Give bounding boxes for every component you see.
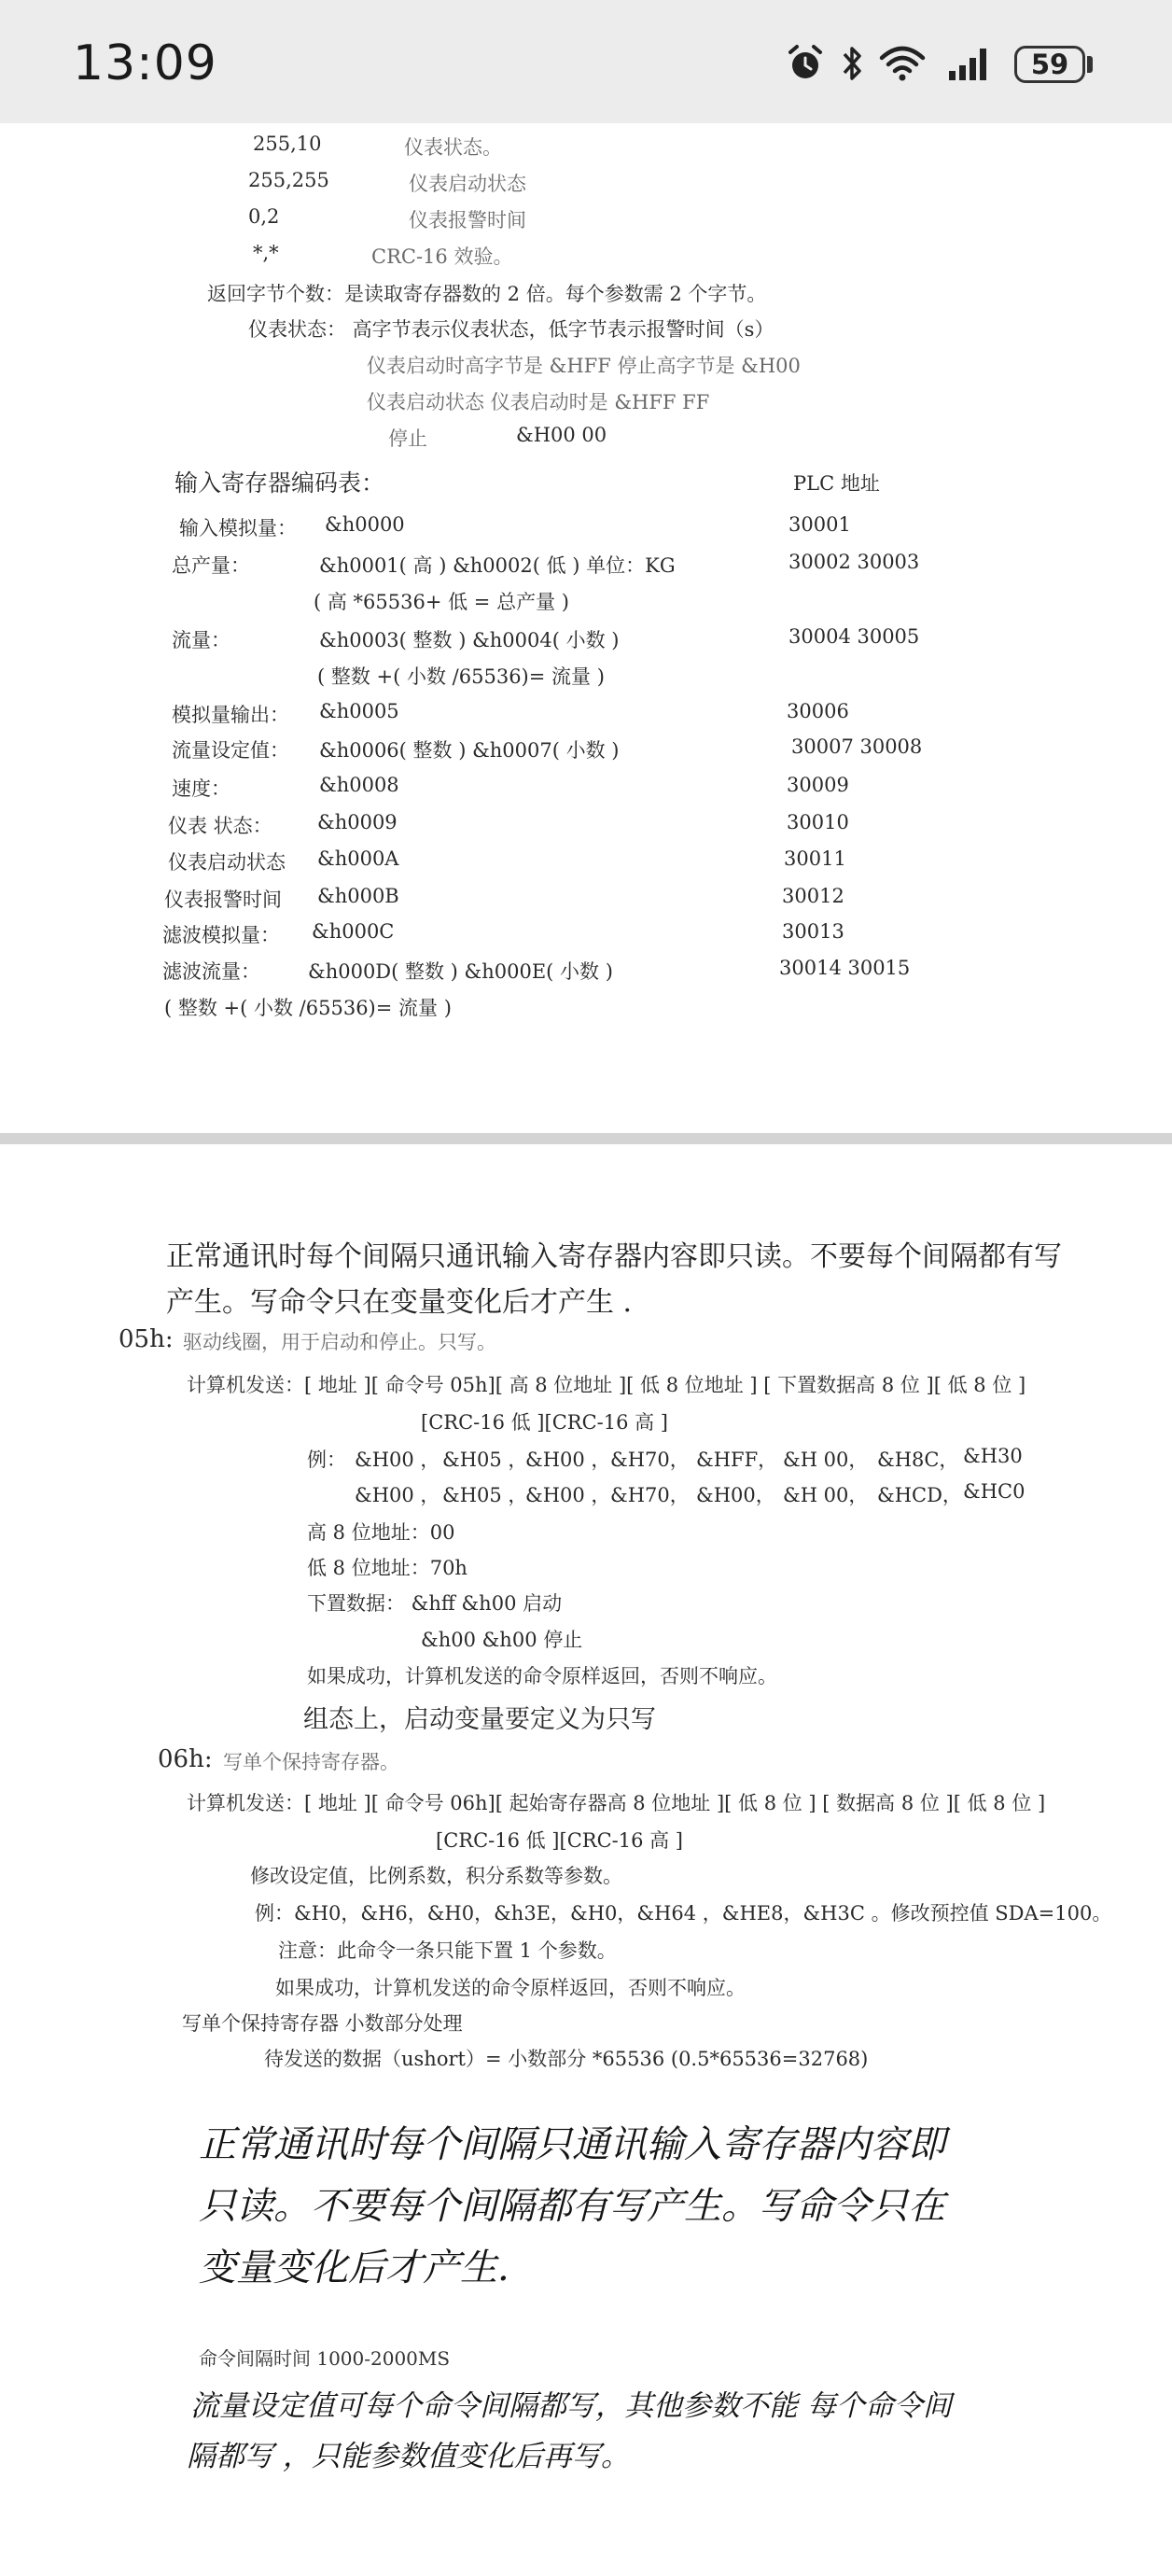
register-plc: 30011 xyxy=(784,847,846,870)
notice-line: 注意：此命令一条只能下置 1 个参数。 xyxy=(278,1939,617,1962)
register-code: &h0003( 整数 ) &h0004( 小数 ) xyxy=(319,629,620,651)
register-code: &h000D( 整数 ) &h000E( 小数 ) xyxy=(308,960,613,983)
example-byte: &HFF， xyxy=(696,1449,778,1471)
register-code: &h000A xyxy=(317,847,399,870)
cmd06-desc: 写单个保持寄存器。 xyxy=(223,1751,399,1773)
example-byte: &H05 ， xyxy=(442,1484,528,1506)
decimal-title: 写单个保持寄存器 小数部分处理 xyxy=(182,2012,463,2035)
intro-line: 正常通讯时每个间隔只通讯输入寄存器内容即只读。不要每个间隔都有写 xyxy=(166,1240,1062,1273)
register-code: ( 整数 +( 小数 /65536)= 流量 ) xyxy=(317,665,605,688)
register-name: 流量设定值： xyxy=(172,739,289,762)
example-byte: &H00 ， xyxy=(355,1449,440,1471)
example-byte: &H00 ， xyxy=(525,1449,611,1471)
register-plc: 30014 30015 xyxy=(779,957,911,979)
register-name: 速度： xyxy=(172,777,230,800)
example-byte: &H 00， xyxy=(783,1484,869,1506)
register-name: 滤波模拟量： xyxy=(162,924,280,946)
register-table-title: 输入寄存器编码表： xyxy=(174,469,385,497)
success-line: 如果成功，计算机发送的命令原样返回，否则不响应。 xyxy=(307,1665,777,1687)
row-code: 0,2 xyxy=(248,205,280,228)
register-code: ( 高 *65536+ 低 = 总产量 ) xyxy=(314,591,569,613)
row-code: 255,10 xyxy=(253,133,322,155)
plc-header: PLC 地址 xyxy=(793,472,880,495)
battery-tip xyxy=(1087,56,1093,73)
register-name: 仪表 状态： xyxy=(168,815,272,837)
register-code: &h0009 xyxy=(317,811,398,833)
register-plc: 30009 xyxy=(787,774,849,796)
start-state-line: 仪表启动状态 仪表启动时是 &HFF FF xyxy=(367,391,710,413)
page-divider xyxy=(0,1133,1172,1144)
document-page-2 xyxy=(0,1144,1172,2576)
register-code: &h0001( 高 ) &h0002( 低 ) 单位：KG xyxy=(319,554,676,577)
register-code: &h000B xyxy=(317,885,399,907)
return-bytes-line: 返回字节个数：是读取寄存器数的 2 倍。每个参数需 2 个字节。 xyxy=(207,283,767,305)
intro-line: 产生。写命令只在变量变化后才产生 . xyxy=(166,1286,633,1319)
register-name: 仪表启动状态 xyxy=(168,851,286,874)
config-note: 组态上，启动变量要定义为只写 xyxy=(303,1705,656,1734)
example-byte: &H00 ， xyxy=(355,1484,440,1506)
register-plc: 30001 xyxy=(788,513,851,536)
register-plc: 30002 30003 xyxy=(788,551,920,573)
register-name: 总产量： xyxy=(172,554,250,577)
wifi-icon xyxy=(878,43,927,84)
register-plc: 30012 xyxy=(782,885,844,907)
example-byte: &H00， xyxy=(696,1484,775,1506)
register-plc: 30013 xyxy=(782,920,844,943)
cmd06-label: 06h: xyxy=(158,1745,213,1773)
example-row-2 xyxy=(355,1480,1036,1506)
example-byte: &H00 ， xyxy=(525,1484,611,1506)
clock: 13:09 xyxy=(73,35,217,91)
row-desc: 仪表启动状态 xyxy=(409,173,526,195)
register-footnote: ( 整数 +( 小数 /65536)= 流量 ) xyxy=(164,997,452,1019)
italic-note-line: 变量变化后才产生. xyxy=(199,2247,509,2289)
battery-icon xyxy=(1014,46,1085,83)
example-byte: &H70， xyxy=(610,1449,690,1471)
cmd05-desc: 驱动线圈，用于启动和停止。只写。 xyxy=(183,1331,496,1353)
success-line: 如果成功，计算机发送的命令原样返回，否则不响应。 xyxy=(275,1977,746,1999)
set-data-line: 下置数据： &hff &h00 启动 xyxy=(307,1592,563,1615)
register-plc: 30006 xyxy=(787,700,849,722)
flow-note-line: 流量设定值可每个命令间隔都写，其他参数不能 每个命令间 xyxy=(190,2389,952,2423)
register-code: &h0008 xyxy=(319,774,399,796)
status-line: 仪表状态： 高字节表示仪表状态，低字节表示报警时间（s） xyxy=(248,318,774,341)
example-byte: &HCD， xyxy=(877,1484,962,1506)
example-byte: &H70， xyxy=(610,1484,690,1506)
example-byte: &H 00， xyxy=(783,1449,869,1471)
row-desc: 仪表报警时间 xyxy=(409,209,526,231)
signal-icon xyxy=(947,43,994,84)
bluetooth-icon xyxy=(839,43,865,84)
cmd06-send: 计算机发送：[ 地址 ][ 命令号 06h][ 起始寄存器高 8 位地址 ][ 低 8 位 ] [ 数据高 8 位 ][ 低 8 位 ] xyxy=(187,1792,1046,1814)
low-addr-line: 低 8 位地址：70h xyxy=(307,1557,467,1579)
decimal-formula: 待发送的数据（ushort）= 小数部分 *65536 (0.5*65536=32768) xyxy=(264,2048,869,2070)
example-byte: &HC0 xyxy=(963,1480,1026,1503)
italic-note-line: 正常通讯时每个间隔只通讯输入寄存器内容即 xyxy=(199,2123,945,2166)
flow-note-line: 隔都写 ，只能参数值变化后再写。 xyxy=(187,2440,630,2473)
register-code: &h0000 xyxy=(325,513,405,536)
register-plc: 30010 xyxy=(787,811,849,833)
document-page-1 xyxy=(0,123,1172,1133)
example-byte: &H05 ， xyxy=(442,1449,528,1471)
cmd06-crc: [CRC-16 低 ][CRC-16 高 ] xyxy=(436,1829,684,1852)
interval-line: 命令间隔时间 1000-2000MS xyxy=(199,2347,451,2370)
modify-line: 修改设定值，比例系数，积分系数等参数。 xyxy=(250,1865,622,1887)
example-row-1 xyxy=(355,1445,1036,1471)
alarm-icon xyxy=(785,43,826,84)
register-plc: 30007 30008 xyxy=(791,735,923,758)
register-name: 流量： xyxy=(172,629,230,651)
register-code: &h0005 xyxy=(319,700,399,722)
register-code: &h000C xyxy=(312,920,395,943)
row-desc: CRC-16 效验。 xyxy=(371,245,513,268)
stop-value: &H00 00 xyxy=(516,424,607,446)
stop-data-line: &h00 &h00 停止 xyxy=(421,1629,583,1651)
row-code: *,* xyxy=(253,242,279,264)
register-name: 滤波流量： xyxy=(162,960,260,983)
register-name: 输入模拟量： xyxy=(179,517,297,539)
cmd05-send: 计算机发送：[ 地址 ][ 命令号 05h][ 高 8 位地址 ][ 低 8 位地址 ] [ 下置数据高 8 位 ][ 低 8 位 ] xyxy=(187,1374,1026,1396)
stop-label: 停止 xyxy=(388,427,427,450)
row-desc: 仪表状态。 xyxy=(404,136,502,159)
example-06-line: 例：&H0，&H6，&H0，&h3E，&H0，&H64 ，&HE8，&H3C 。修改预控值 SDA=100。 xyxy=(255,1902,1112,1925)
battery-level: 59 xyxy=(1030,49,1069,80)
example-label: 例： xyxy=(307,1449,346,1471)
status-bar xyxy=(0,0,1172,123)
row-code: 255,255 xyxy=(248,169,329,191)
italic-note-line: 只读。不要每个间隔都有写产生。写命令只在 xyxy=(199,2185,945,2228)
cmd05-crc: [CRC-16 低 ][CRC-16 高 ] xyxy=(421,1411,669,1434)
register-plc: 30004 30005 xyxy=(788,625,920,648)
register-name: 模拟量输出： xyxy=(172,704,289,726)
start-line: 仪表启动时高字节是 &HFF 停止高字节是 &H00 xyxy=(367,355,801,377)
register-name: 仪表报警时间 xyxy=(164,889,282,911)
example-byte: &H30 xyxy=(963,1445,1023,1467)
cmd05-label: 05h: xyxy=(119,1325,174,1353)
register-code: &h0006( 整数 ) &h0007( 小数 ) xyxy=(319,739,620,762)
example-byte: &H8C， xyxy=(877,1449,959,1471)
high-addr-line: 高 8 位地址：00 xyxy=(307,1521,455,1544)
